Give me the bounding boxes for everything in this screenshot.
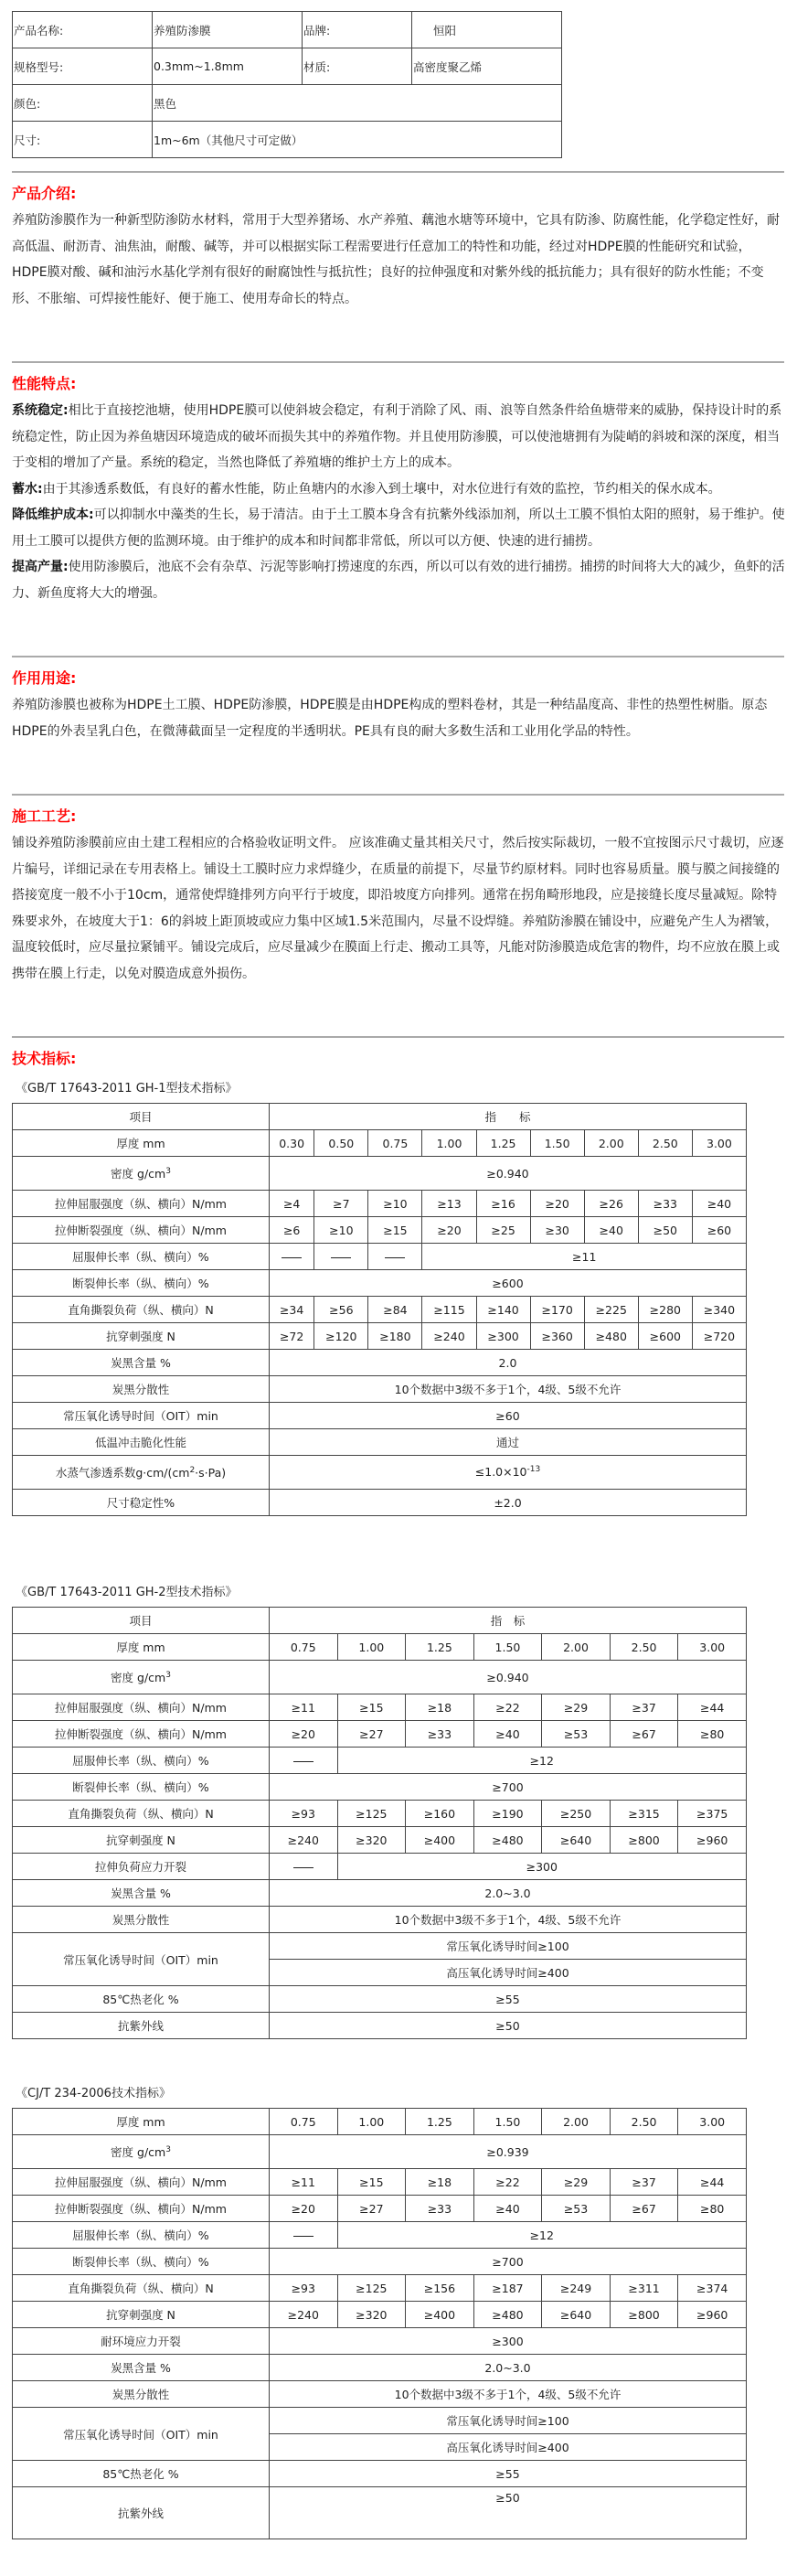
tech-section [12,1047,785,2539]
table-row [13,1827,747,1854]
row-value: ≥480 [584,1323,638,1350]
row-label: 断裂伸长率（纵、横向）% [13,1774,270,1801]
row-value: ≥44 [678,2169,747,2196]
row-value: ≥600 [638,1323,692,1350]
row-value: ≥320 [337,2302,406,2328]
row-value: ≥180 [368,1323,422,1350]
row-value: 1.25 [476,1130,530,1157]
spec-label: 规格型号: [13,48,153,85]
row-label: 炭黑分散性 [13,2381,270,2408]
row-value: 通过 [270,1429,747,1456]
spec-value: 0.3mm~1.8mm [153,48,303,85]
spec-row [13,12,562,48]
table-row [13,1217,747,1244]
row-value: ≥30 [530,1217,584,1244]
row-label: 断裂伸长率（纵、横向）% [13,2249,270,2275]
table-row [13,1634,747,1661]
row-label: 密度 $g/cm^3$ [13,1157,270,1191]
row-value: ≥10 [368,1191,422,1217]
row-value: ≥960 [678,2302,747,2328]
row-value: 1.00 [422,1130,476,1157]
feature-label: 提高产量: [12,560,69,574]
table-row [13,2196,747,2222]
table-row [13,2169,747,2196]
row-value: ≥240 [270,2302,338,2328]
spec-value: 高密度聚乙烯 [412,48,562,85]
feature-label: 蓄水: [12,481,43,497]
feature-text: 使用防渗膜后，池底不会有杂草、污泥等影响打捞速度的东西，所以可以有效的进行捕捞。捕捞的时间将大大的减少，鱼虾的活力、新鱼度将大大的增强。 [12,560,785,601]
row-value: ≥0.940 [270,1157,747,1191]
row-value: ≥15 [337,2169,406,2196]
section-heading: 施工工艺: [12,807,77,825]
row-value: 2.00 [542,2109,611,2135]
row-value: 常压氧化诱导时间≥100 [270,1933,747,1960]
row-value: ≥72 [270,1323,314,1350]
row-value: ≥56 [314,1297,368,1323]
row-value: ≥55 [270,2461,747,2487]
row-value: ≥160 [406,1801,474,1827]
table-row [13,1490,747,1516]
row-value: ≥960 [678,1827,747,1854]
table-row [13,1244,747,1270]
row-value: ≥53 [542,2196,611,2222]
row-value: ≥800 [610,1827,678,1854]
table-row [13,1721,747,1748]
row-label: 拉伸负荷应力开裂 [13,1854,270,1880]
spec-label: 产品名称: [13,12,153,48]
row-value: ≥33 [638,1191,692,1217]
row-value: 常压氧化诱导时间≥100 [270,2408,747,2434]
table-row [13,2222,747,2249]
spec-value: 养殖防渗膜 [153,12,303,48]
standard-title: 《GB/T 17643-2011 GH-1型技术指标》 [16,1082,238,1096]
row-value: ≥374 [678,2275,747,2302]
table-row [13,1933,747,1960]
spec-value: 1m~6m（其他尺寸可定做） [153,122,562,158]
row-value: ≥480 [473,2302,542,2328]
row-value: ≥20 [530,1191,584,1217]
row-value: ≥15 [337,1694,406,1721]
row-value: ±2.0 [270,1490,747,1516]
gh2-spec-table [12,1607,747,2039]
row-value: ≥125 [337,2275,406,2302]
feature-item [12,554,785,606]
row-value: ≥340 [692,1297,746,1323]
row-value: 2.00 [542,1634,611,1661]
row-value: ≥480 [473,1827,542,1854]
row-value: ≥67 [610,2196,678,2222]
row-label: 拉伸屈服强度（纵、横向）N/mm [13,1191,270,1217]
gh1-spec-table [12,1103,747,1516]
row-label: 抗穿刺强度 N [13,1827,270,1854]
features-section [12,372,785,606]
spec-value: 黑色 [153,85,562,122]
table-row [13,1801,747,1827]
feature-label: 系统稳定: [12,403,69,418]
row-label: 抗紫外线 [13,2487,270,2539]
section-divider [12,1036,784,1038]
row-label: 常压氧化诱导时间（OIT）min [13,1403,270,1429]
row-label: 85℃热老化 % [13,2461,270,2487]
row-value: ≥80 [678,2196,747,2222]
row-value: ≥315 [610,1801,678,1827]
table-row [13,1907,747,1933]
row-value: 3.00 [678,1634,747,1661]
feature-text: 相比于直接挖池塘，使用HDPE膜可以使斜坡会稳定，有利于消除了风、雨、浪等自然条件给鱼塘带来的威胁，保持设计时的系统稳定性，防止因为养鱼塘因环境造成的破坏而损失其中的养殖作物。并且使用防渗膜，可以使池塘拥有为陡峭的斜坡和深的深度，相当于变相的增加了产量。系统的稳定，当然也降低了养殖塘的维护土方上的成本。 [12,403,782,470]
row-label: 低温冲击脆化性能 [13,1429,270,1456]
row-value: ≥50 [270,2013,747,2039]
intro-section [12,182,785,312]
row-value: ≥18 [406,2169,474,2196]
row-value: ≥16 [476,1191,530,1217]
row-value: ≥700 [270,2249,747,2275]
table-row [13,2328,747,2355]
row-value: 2.50 [610,1634,678,1661]
section-divider [12,794,784,796]
row-value: 3.00 [692,1130,746,1157]
construction-section [12,805,785,987]
table-row [13,1880,747,1907]
row-value: ≥6 [270,1217,314,1244]
table-row [13,1456,747,1490]
table-row [13,1297,747,1323]
usage-text: 养殖防渗膜也被称为HDPE土工膜、HDPE防渗膜，HDPE膜是由HDPE构成的塑料卷材，其是一种结晶度高、非性的热塑性树脂。原态HDPE的外表呈乳白色，在微薄截面呈一定程度的半透明状。PE具有良的耐大多数生活和工业用化学品的特性。 [12,698,768,739]
row-value: ≥37 [610,2169,678,2196]
row-value: ≥125 [337,1801,406,1827]
table-row [13,1323,747,1350]
section-heading: 技术指标: [12,1050,77,1067]
row-value: ≥80 [678,1721,747,1748]
row-value: ≥120 [314,1323,368,1350]
row-value: 0.30 [270,1130,314,1157]
row-label: 尺寸稳定性% [13,1490,270,1516]
row-value: ≥40 [692,1191,746,1217]
table-row [13,2109,747,2135]
table-row [13,2408,747,2434]
row-label: 炭黑分散性 [13,1376,270,1403]
row-value: ≥156 [406,2275,474,2302]
row-label: 直角撕裂负荷（纵、横向）N [13,1297,270,1323]
standard-title: 《GB/T 17643-2011 GH-2型技术指标》 [16,1586,238,1599]
table-row [13,2302,747,2328]
row-label: 密度 $g/cm^3$ [13,2135,270,2169]
table-row [13,1429,747,1456]
row-value: ≥640 [542,1827,611,1854]
row-value: ≥84 [368,1297,422,1323]
row-label: 常压氧化诱导时间（OIT）min [13,1933,270,1986]
row-label: 抗穿刺强度 N [13,2302,270,2328]
feature-item [12,398,785,476]
table-row [13,2249,747,2275]
table-row [13,1986,747,2013]
row-value: ≥50 [270,2487,747,2539]
row-value: ≥240 [422,1323,476,1350]
row-value: ≥170 [530,1297,584,1323]
row-value: ≥300 [476,1323,530,1350]
table-row [13,1748,747,1774]
row-value-empty [270,1748,338,1774]
table-row [13,1403,747,1429]
row-value: ≥250 [542,1801,611,1827]
section-heading: 性能特点: [12,375,77,392]
row-value: ≥50 [638,1217,692,1244]
row-value: $\le 1.0\times 10^{-13}$ [270,1456,747,1490]
row-value: 1.25 [406,1634,474,1661]
row-value: ≥33 [406,1721,474,1748]
row-value: 2.50 [638,1130,692,1157]
row-value: ≥140 [476,1297,530,1323]
table-row [13,2461,747,2487]
section-divider [12,361,784,363]
header-item: 项目 [13,1104,270,1130]
row-value: ≥800 [610,2302,678,2328]
row-value-empty [368,1244,422,1270]
row-value: ≥33 [406,2196,474,2222]
row-value-empty [314,1244,368,1270]
row-value: ≥280 [638,1297,692,1323]
table-row [13,2487,747,2539]
row-value-empty [270,1244,314,1270]
row-value: 0.50 [314,1130,368,1157]
row-value: ≥11 [422,1244,747,1270]
row-value: ≥25 [476,1217,530,1244]
row-value-empty [270,1854,338,1880]
spec-row [13,85,562,122]
row-value: ≥11 [270,1694,338,1721]
table-row [13,1608,747,1634]
section-heading: 产品介绍: [12,185,77,202]
brand-name: 恒阳 [433,23,457,37]
feature-text: 可以抑制水中藻类的生长，易于清洁。由于土工膜本身含有抗紫外线添加剂，所以土工膜不惧怕太阳的照射，易于维护。使用土工膜可以提供方便的监测环境。由于维护的成本和时间都非常低，所以可以方便、快速的进行捕捞。 [12,508,785,549]
table-row [13,2355,747,2381]
spec-row [13,122,562,158]
row-value: ≥225 [584,1297,638,1323]
row-value: 0.75 [368,1130,422,1157]
table-row [13,1774,747,1801]
row-value-empty [270,2222,338,2249]
row-value: ≥11 [270,2169,338,2196]
table-row [13,1694,747,1721]
section-divider [12,656,784,657]
spec-label: 颜色: [13,85,153,122]
table-row [13,2381,747,2408]
row-value: 10个数据中3级不多于1个，4级、5级不允许 [270,1376,747,1403]
row-value: 2.00 [584,1130,638,1157]
row-value: 1.00 [337,2109,406,2135]
row-label: 屈服伸长率（纵、横向）% [13,2222,270,2249]
row-value: ≥720 [692,1323,746,1350]
row-label: 厚度 mm [13,1130,270,1157]
row-value: ≥20 [270,2196,338,2222]
row-value: ≥44 [678,1694,747,1721]
row-value: ≥60 [270,1403,747,1429]
row-value: 3.00 [678,2109,747,2135]
row-value: ≥311 [610,2275,678,2302]
table-row [13,1376,747,1403]
row-value: ≥67 [610,1721,678,1748]
row-value: 10个数据中3级不多于1个，4级、5级不允许 [270,2381,747,2408]
row-value: 1.50 [473,2109,542,2135]
table-row [13,1157,747,1191]
row-value: 0.75 [270,1634,338,1661]
row-label: 水蒸气渗透系数$g\cdot cm/(cm^2\cdot s\cdot Pa)$ [13,1456,270,1490]
row-value: 1.00 [337,1634,406,1661]
spec-value-brand [412,12,562,48]
product-spec-table [12,11,562,158]
row-label: 屈服伸长率（纵、横向）% [13,1748,270,1774]
row-label: 屈服伸长率（纵、横向）% [13,1244,270,1270]
row-value: ≥300 [270,2328,747,2355]
row-value: ≥240 [270,1827,338,1854]
row-value: ≥20 [270,1721,338,1748]
section-divider [12,171,784,173]
row-value: ≥60 [692,1217,746,1244]
table-row [13,2013,747,2039]
spec-row [13,48,562,85]
row-label: 直角撕裂负荷（纵、横向）N [13,2275,270,2302]
row-label: 断裂伸长率（纵、横向）% [13,1270,270,1297]
row-value: ≥55 [270,1986,747,2013]
row-label: 炭黑含量 % [13,1880,270,1907]
row-value: ≥27 [337,1721,406,1748]
feature-label: 降低维护成本: [12,508,94,522]
row-label: 厚度 mm [13,2109,270,2135]
header-index: 指 标 [270,1608,747,1634]
row-label: 直角撕裂负荷（纵、横向）N [13,1801,270,1827]
feature-item [12,502,785,554]
construction-text: 铺设养殖防渗膜前应由土建工程相应的合格验收证明文件。 应该准确丈量其相关尺寸，然后按实际裁切，一般不宜按图示尺寸裁切，应逐片编号，详细记录在专用表格上。铺设土工膜时应力求焊缝少，在质量的前提下，尽量节约原材料。同时也容易质量。膜与膜之间接缝的搭接宽度一般不小于10cm，通常使焊缝排列方向平行于坡度，即沿坡度方向排列。通常在拐角畸形地段，应是接缝长度尽量减短。除特殊要求外，在坡度大于1：6的斜坡上距顶坡或应力集中区域1.5米范围内，尽量不设焊缝。养殖防渗膜在铺设中，应避免产生人为褶皱，温度较低时，应尽量拉紧铺平。铺设完成后，应尽量减少在膜面上行走、搬动工具等，凡能对防渗膜造成危害的物件，均不应放在膜上或携带在膜上行走，以免对膜造成意外损伤。 [12,836,784,981]
row-value: ≥400 [406,2302,474,2328]
row-label: 拉伸断裂强度（纵、横向）N/mm [13,1217,270,1244]
row-value: ≥27 [337,2196,406,2222]
row-value: ≥29 [542,1694,611,1721]
table-row [13,1661,747,1694]
table-row [13,2275,747,2302]
row-value: ≥4 [270,1191,314,1217]
row-value: ≥40 [584,1217,638,1244]
spec-label: 尺寸: [13,122,153,158]
row-label: 耐环境应力开裂 [13,2328,270,2355]
row-value: ≥300 [337,1854,746,1880]
row-value: ≥400 [406,1827,474,1854]
row-value: ≥29 [542,2169,611,2196]
row-value: ≥700 [270,1774,747,1801]
row-value: ≥93 [270,1801,338,1827]
row-label: 拉伸断裂强度（纵、横向）N/mm [13,1721,270,1748]
row-label: 常压氧化诱导时间（OIT）min [13,2408,270,2461]
row-label: 密度 $g/cm^3$ [13,1661,270,1694]
row-value: ≥249 [542,2275,611,2302]
spec-label: 品牌: [303,12,412,48]
row-value: ≥22 [473,2169,542,2196]
row-value: ≥320 [337,1827,406,1854]
usage-section [12,667,785,744]
row-label: 厚度 mm [13,1634,270,1661]
row-value: 高压氧化诱导时间≥400 [270,1960,747,1986]
feature-item [12,476,785,503]
row-value: ≥34 [270,1297,314,1323]
row-value: 2.0~3.0 [270,1880,747,1907]
standard-title: 《CJ/T 234-2006技术指标》 [16,2087,171,2100]
row-label: 炭黑含量 % [13,1350,270,1376]
row-label: 拉伸断裂强度（纵、横向）N/mm [13,2196,270,2222]
header-item: 项目 [13,1608,270,1634]
row-label: 85℃热老化 % [13,1986,270,2013]
row-value: 2.0~3.0 [270,2355,747,2381]
table-row [13,2135,747,2169]
row-value: 1.25 [406,2109,474,2135]
table-row [13,1854,747,1880]
row-value: ≥22 [473,1694,542,1721]
row-value: 1.50 [530,1130,584,1157]
row-value: ≥18 [406,1694,474,1721]
row-value: ≥40 [473,1721,542,1748]
row-value: ≥10 [314,1217,368,1244]
table-row [13,1130,747,1157]
row-value: ≥640 [542,2302,611,2328]
cjt-spec-table [12,2108,747,2539]
row-value: ≥40 [473,2196,542,2222]
row-value: 1.50 [473,1634,542,1661]
row-value: ≥7 [314,1191,368,1217]
row-value: 0.75 [270,2109,338,2135]
row-label: 炭黑分散性 [13,1907,270,1933]
row-value: ≥0.940 [270,1661,747,1694]
section-heading: 作用用途: [12,669,77,687]
row-value: ≥12 [337,2222,746,2249]
table-row [13,1191,747,1217]
row-label: 拉伸屈服强度（纵、横向）N/mm [13,2169,270,2196]
header-index: 指 标 [270,1104,747,1130]
row-value: ≥115 [422,1297,476,1323]
row-label: 拉伸屈服强度（纵、横向）N/mm [13,1694,270,1721]
row-value: ≥53 [542,1721,611,1748]
row-value: ≥187 [473,2275,542,2302]
spec-label: 材质: [303,48,412,85]
feature-text: 由于其渗透系数低，有良好的蓄水性能，防止鱼塘内的水渗入到土壤中，对水位进行有效的监控，节约相关的保水成本。 [42,481,721,497]
table-row [13,1270,747,1297]
row-value: ≥15 [368,1217,422,1244]
row-value: ≥375 [678,1801,747,1827]
row-value: 高压氧化诱导时间≥400 [270,2434,747,2461]
row-value: 2.50 [610,2109,678,2135]
table-row [13,1350,747,1376]
row-value: ≥13 [422,1191,476,1217]
row-value: ≥20 [422,1217,476,1244]
row-value: 10个数据中3级不多于1个，4级、5级不允许 [270,1907,747,1933]
row-value: ≥360 [530,1323,584,1350]
row-value: ≥93 [270,2275,338,2302]
row-value: ≥190 [473,1801,542,1827]
row-label: 炭黑含量 % [13,2355,270,2381]
row-label: 抗紫外线 [13,2013,270,2039]
row-label: 抗穿刺强度 N [13,1323,270,1350]
row-value: ≥26 [584,1191,638,1217]
table-row [13,1104,747,1130]
row-value: ≥12 [337,1748,746,1774]
row-value: ≥37 [610,1694,678,1721]
row-value: 2.0 [270,1350,747,1376]
row-value: ≥600 [270,1270,747,1297]
row-value: ≥0.939 [270,2135,747,2169]
intro-text: 养殖防渗膜作为一种新型防渗防水材料，常用于大型养猪场、水产养殖、藕池水塘等环境中，它具有防渗、防腐性能，化学稳定性好，耐高低温、耐沥青、油焦油，耐酸、碱等，并可以根据实际工程需要进行任意加工的特性和功能，经过对HDPE膜的性能研究和试验，HDPE膜对酸、碱和油污水基化学剂有很好的耐腐蚀性与抵抗性；良好的拉伸强度和对紫外线的抵抗能力；具有很好的防水性能；不变形、不胀缩、可焊接性能好、便于施工、使用寿命长的特点。 [12,213,780,306]
